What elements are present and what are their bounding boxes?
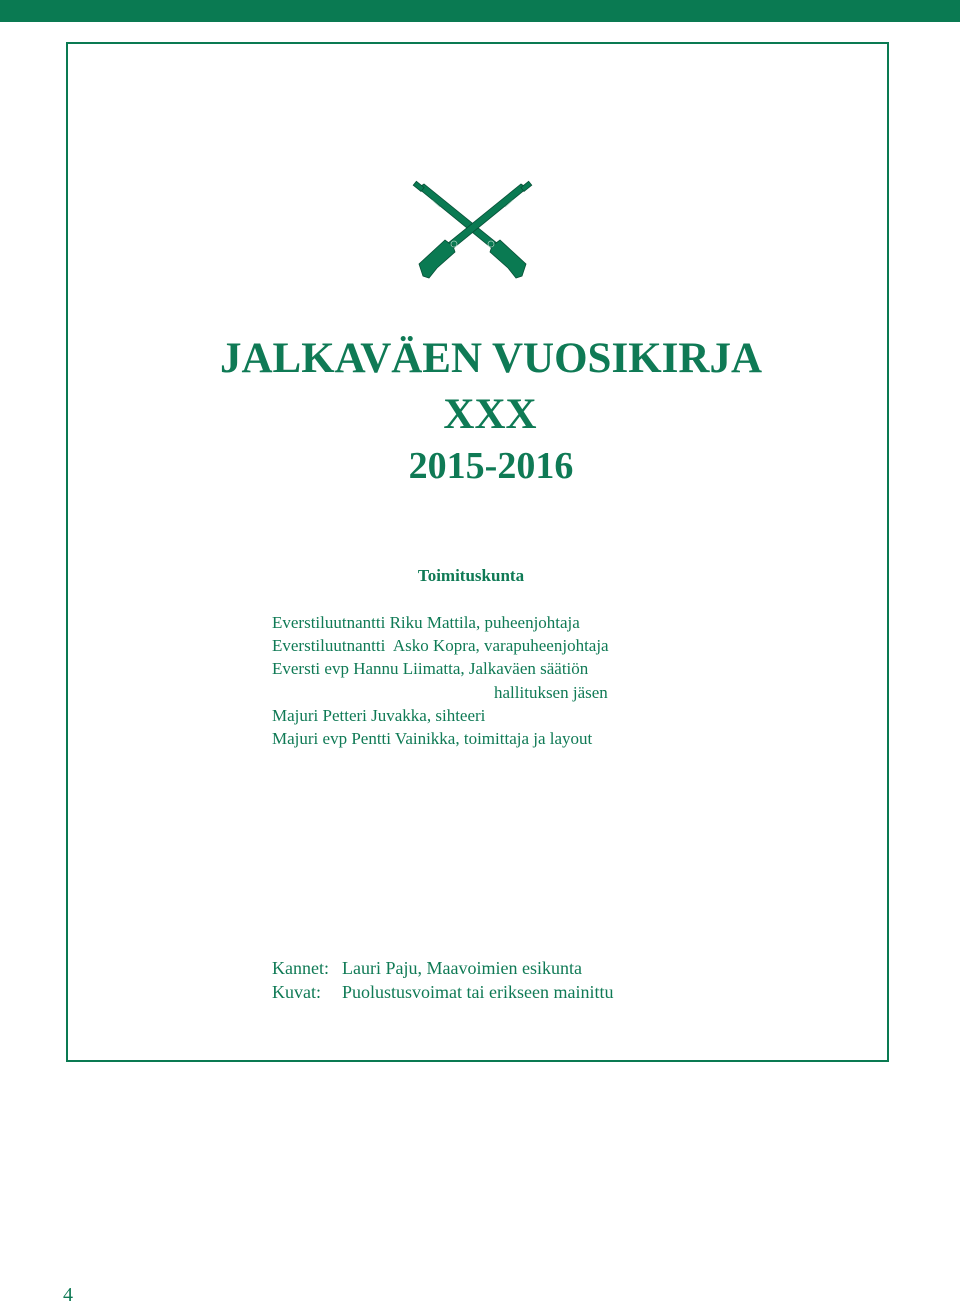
top-color-band — [0, 0, 960, 22]
crossed-rifles-icon — [410, 180, 535, 285]
committee-members — [272, 611, 609, 750]
committee-member: Everstiluutnantti Asko Kopra, varapuheenjohtaja — [272, 636, 609, 656]
committee-member: Majuri Petteri Juvakka, sihteeri — [272, 705, 486, 725]
credit-label: Kannet: — [272, 958, 329, 978]
committee-member: Eversti evp Hannu Liimatta, Jalkaväen säätiön — [272, 659, 589, 679]
credit-value: Puolustusvoimat tai erikseen mainittu — [342, 982, 614, 1002]
book-years: 2015-2016 — [408, 445, 574, 487]
book-title: JALKAVÄEN VUOSIKIRJA — [220, 335, 762, 382]
credit-value: Lauri Paju, Maavoimien esikunta — [342, 958, 582, 978]
committee-member: Majuri evp Pentti Vainikka, toimittaja ja layout — [272, 729, 593, 749]
committee-heading: Toimituskunta — [417, 566, 525, 585]
credit-label: Kuvat: — [272, 982, 321, 1002]
committee-member: Everstiluutnantti Riku Mattila, puheenjohtaja — [272, 613, 580, 632]
credit-row — [272, 956, 613, 980]
page-number: 4 — [63, 1284, 73, 1306]
credit-row — [272, 980, 613, 1004]
committee-member-continuation: hallituksen jäsen — [494, 682, 608, 702]
book-volume: XXX — [443, 391, 537, 438]
credits — [272, 956, 613, 1004]
